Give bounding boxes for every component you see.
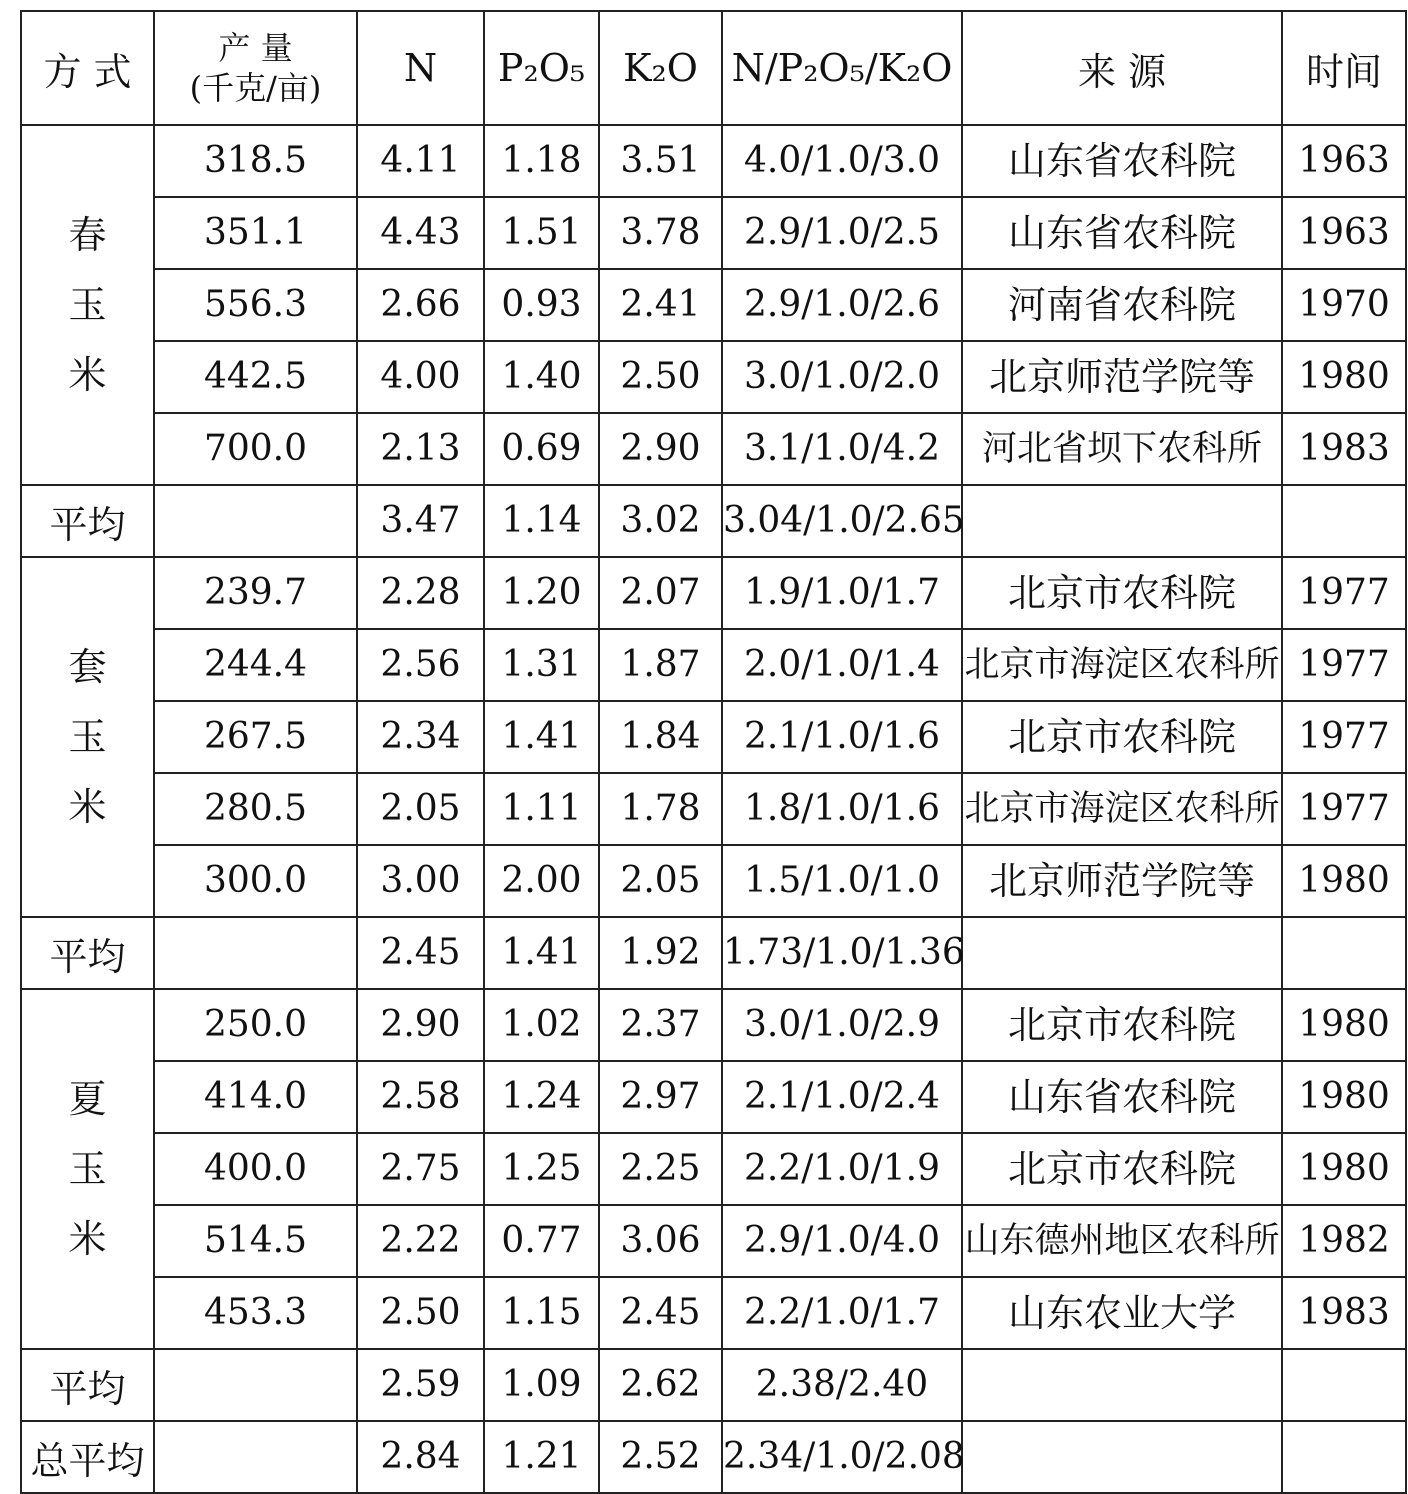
average-k2o: 3.02	[599, 485, 722, 557]
k2o-cell: 1.84	[599, 701, 722, 773]
header-k2o: K₂O	[599, 11, 722, 125]
nutrient-uptake-table	[20, 10, 1407, 1494]
table-row	[21, 341, 1406, 413]
k2o-cell: 1.78	[599, 773, 722, 845]
yield-cell: 442.5	[154, 341, 357, 413]
average-time-empty	[1282, 917, 1406, 989]
n-cell: 2.90	[357, 989, 484, 1061]
time-cell: 1980	[1282, 989, 1406, 1061]
time-cell: 1977	[1282, 701, 1406, 773]
average-source-empty	[962, 485, 1282, 557]
group-name-char: 玉	[68, 1147, 107, 1191]
header-ratio: N/P₂O₅/K₂O	[722, 11, 962, 125]
yield-cell: 250.0	[154, 989, 357, 1061]
table-row	[21, 1061, 1406, 1133]
source-cell: 河北省坝下农科所	[962, 413, 1282, 485]
k2o-cell: 2.41	[599, 269, 722, 341]
k2o-cell: 3.06	[599, 1205, 722, 1277]
total-source-empty	[962, 1421, 1282, 1493]
average-label: 平均	[21, 917, 154, 989]
average-n: 2.59	[357, 1349, 484, 1421]
table-row	[21, 1277, 1406, 1349]
p2o5-cell: 1.51	[484, 197, 599, 269]
table-row	[21, 269, 1406, 341]
n-cell: 4.00	[357, 341, 484, 413]
average-p2o5: 1.09	[484, 1349, 599, 1421]
table-row	[21, 629, 1406, 701]
table-row	[21, 701, 1406, 773]
source-cell: 北京师范学院等	[962, 845, 1282, 917]
average-time-empty	[1282, 485, 1406, 557]
n-cell: 2.75	[357, 1133, 484, 1205]
yield-cell: 400.0	[154, 1133, 357, 1205]
source-cell: 山东省农科院	[962, 1061, 1282, 1133]
p2o5-cell: 2.00	[484, 845, 599, 917]
source-cell: 北京市海淀区农科所	[962, 629, 1282, 701]
total-average-ratio: 2.34/1.0/2.08	[722, 1421, 962, 1493]
total-average-k2o: 2.52	[599, 1421, 722, 1493]
source-cell: 北京市农科院	[962, 701, 1282, 773]
ratio-cell: 2.2/1.0/1.9	[722, 1133, 962, 1205]
yield-cell: 267.5	[154, 701, 357, 773]
average-time-empty	[1282, 1349, 1406, 1421]
k2o-cell: 2.07	[599, 557, 722, 629]
yield-cell: 280.5	[154, 773, 357, 845]
yield-cell: 351.1	[154, 197, 357, 269]
p2o5-cell: 1.02	[484, 989, 599, 1061]
group-name-char: 米	[68, 353, 107, 397]
ratio-cell: 2.9/1.0/2.6	[722, 269, 962, 341]
ratio-cell: 2.1/1.0/1.6	[722, 701, 962, 773]
k2o-cell: 3.51	[599, 125, 722, 197]
header-yield	[154, 11, 357, 125]
p2o5-cell: 1.41	[484, 701, 599, 773]
source-cell: 北京市农科院	[962, 1133, 1282, 1205]
group-name-char: 米	[68, 785, 107, 829]
ratio-cell: 3.1/1.0/4.2	[722, 413, 962, 485]
time-cell: 1963	[1282, 125, 1406, 197]
ratio-cell: 2.9/1.0/4.0	[722, 1205, 962, 1277]
p2o5-cell: 1.11	[484, 773, 599, 845]
p2o5-cell: 1.40	[484, 341, 599, 413]
average-ratio: 1.73/1.0/1.36	[722, 917, 962, 989]
average-yield-empty	[154, 917, 357, 989]
n-cell: 2.34	[357, 701, 484, 773]
group-name-char: 玉	[68, 283, 107, 327]
time-cell: 1977	[1282, 629, 1406, 701]
group-name-char: 夏	[68, 1077, 107, 1121]
table-row	[21, 773, 1406, 845]
ratio-cell: 1.9/1.0/1.7	[722, 557, 962, 629]
group-name-cell	[21, 125, 154, 485]
group-name-cell	[21, 557, 154, 917]
yield-cell: 318.5	[154, 125, 357, 197]
time-cell: 1980	[1282, 845, 1406, 917]
header-row	[21, 11, 1406, 125]
table-row	[21, 1133, 1406, 1205]
ratio-cell: 1.8/1.0/1.6	[722, 773, 962, 845]
p2o5-cell: 1.25	[484, 1133, 599, 1205]
ratio-cell: 2.0/1.0/1.4	[722, 629, 962, 701]
time-cell: 1980	[1282, 341, 1406, 413]
average-yield-empty	[154, 1349, 357, 1421]
average-ratio: 2.38/2.40	[722, 1349, 962, 1421]
p2o5-cell: 0.77	[484, 1205, 599, 1277]
k2o-cell: 2.37	[599, 989, 722, 1061]
yield-cell: 700.0	[154, 413, 357, 485]
k2o-cell: 3.78	[599, 197, 722, 269]
yield-cell: 244.4	[154, 629, 357, 701]
total-average-n: 2.84	[357, 1421, 484, 1493]
time-cell: 1977	[1282, 773, 1406, 845]
n-cell: 2.22	[357, 1205, 484, 1277]
average-label: 平均	[21, 485, 154, 557]
n-cell: 2.28	[357, 557, 484, 629]
yield-cell: 239.7	[154, 557, 357, 629]
header-yield-line2: (千克/亩)	[189, 69, 322, 107]
time-cell: 1977	[1282, 557, 1406, 629]
ratio-cell: 2.1/1.0/2.4	[722, 1061, 962, 1133]
table-row	[21, 557, 1406, 629]
total-average-label: 总平均	[21, 1421, 154, 1493]
source-cell: 北京市海淀区农科所	[962, 773, 1282, 845]
time-cell: 1963	[1282, 197, 1406, 269]
ratio-cell: 3.0/1.0/2.0	[722, 341, 962, 413]
header-p2o5: P₂O₅	[484, 11, 599, 125]
source-cell: 北京师范学院等	[962, 341, 1282, 413]
p2o5-cell: 1.15	[484, 1277, 599, 1349]
time-cell: 1980	[1282, 1061, 1406, 1133]
yield-cell: 453.3	[154, 1277, 357, 1349]
n-cell: 2.58	[357, 1061, 484, 1133]
time-cell: 1982	[1282, 1205, 1406, 1277]
group-name-char: 米	[68, 1217, 107, 1261]
ratio-cell: 1.5/1.0/1.0	[722, 845, 962, 917]
average-k2o: 2.62	[599, 1349, 722, 1421]
average-row	[21, 917, 1406, 989]
p2o5-cell: 1.31	[484, 629, 599, 701]
source-cell: 山东省农科院	[962, 197, 1282, 269]
source-cell: 北京市农科院	[962, 989, 1282, 1061]
header-yield-line1: 产 量	[218, 29, 293, 67]
table-row	[21, 845, 1406, 917]
k2o-cell: 2.90	[599, 413, 722, 485]
average-label: 平均	[21, 1349, 154, 1421]
ratio-cell: 3.0/1.0/2.9	[722, 989, 962, 1061]
average-n: 3.47	[357, 485, 484, 557]
total-average-row	[21, 1421, 1406, 1493]
k2o-cell: 2.50	[599, 341, 722, 413]
header-source: 来 源	[962, 11, 1282, 125]
time-cell: 1980	[1282, 1133, 1406, 1205]
yield-cell: 414.0	[154, 1061, 357, 1133]
n-cell: 2.13	[357, 413, 484, 485]
group-name-char: 春	[68, 213, 107, 257]
n-cell: 4.11	[357, 125, 484, 197]
source-cell: 山东省农科院	[962, 125, 1282, 197]
average-n: 2.45	[357, 917, 484, 989]
n-cell: 2.50	[357, 1277, 484, 1349]
n-cell: 4.43	[357, 197, 484, 269]
table-body	[21, 125, 1406, 1493]
total-time-empty	[1282, 1421, 1406, 1493]
k2o-cell: 1.87	[599, 629, 722, 701]
table-row	[21, 1205, 1406, 1277]
ratio-cell: 2.2/1.0/1.7	[722, 1277, 962, 1349]
time-cell: 1970	[1282, 269, 1406, 341]
average-p2o5: 1.41	[484, 917, 599, 989]
group-name-char: 套	[68, 645, 107, 689]
p2o5-cell: 0.93	[484, 269, 599, 341]
average-source-empty	[962, 917, 1282, 989]
source-cell: 山东农业大学	[962, 1277, 1282, 1349]
table-row	[21, 125, 1406, 197]
table-row	[21, 197, 1406, 269]
source-cell: 北京市农科院	[962, 557, 1282, 629]
table-row	[21, 413, 1406, 485]
group-name-cell	[21, 989, 154, 1349]
table-row	[21, 989, 1406, 1061]
k2o-cell: 2.25	[599, 1133, 722, 1205]
k2o-cell: 2.05	[599, 845, 722, 917]
source-cell: 山东德州地区农科所	[962, 1205, 1282, 1277]
yield-cell: 514.5	[154, 1205, 357, 1277]
header-time: 时间	[1282, 11, 1406, 125]
time-cell: 1983	[1282, 1277, 1406, 1349]
source-cell: 河南省农科院	[962, 269, 1282, 341]
k2o-cell: 2.97	[599, 1061, 722, 1133]
n-cell: 3.00	[357, 845, 484, 917]
average-row	[21, 1349, 1406, 1421]
p2o5-cell: 1.20	[484, 557, 599, 629]
average-yield-empty	[154, 485, 357, 557]
ratio-cell: 4.0/1.0/3.0	[722, 125, 962, 197]
average-row	[21, 485, 1406, 557]
ratio-cell: 2.9/1.0/2.5	[722, 197, 962, 269]
p2o5-cell: 1.18	[484, 125, 599, 197]
k2o-cell: 2.45	[599, 1277, 722, 1349]
n-cell: 2.56	[357, 629, 484, 701]
p2o5-cell: 1.24	[484, 1061, 599, 1133]
p2o5-cell: 0.69	[484, 413, 599, 485]
yield-cell: 556.3	[154, 269, 357, 341]
n-cell: 2.66	[357, 269, 484, 341]
total-average-p2o5: 1.21	[484, 1421, 599, 1493]
yield-cell: 300.0	[154, 845, 357, 917]
header-n: N	[357, 11, 484, 125]
group-name-char: 玉	[68, 715, 107, 759]
header-method: 方 式	[21, 11, 154, 125]
total-yield-empty	[154, 1421, 357, 1493]
average-source-empty	[962, 1349, 1282, 1421]
average-p2o5: 1.14	[484, 485, 599, 557]
average-k2o: 1.92	[599, 917, 722, 989]
time-cell: 1983	[1282, 413, 1406, 485]
average-ratio: 3.04/1.0/2.65	[722, 485, 962, 557]
n-cell: 2.05	[357, 773, 484, 845]
